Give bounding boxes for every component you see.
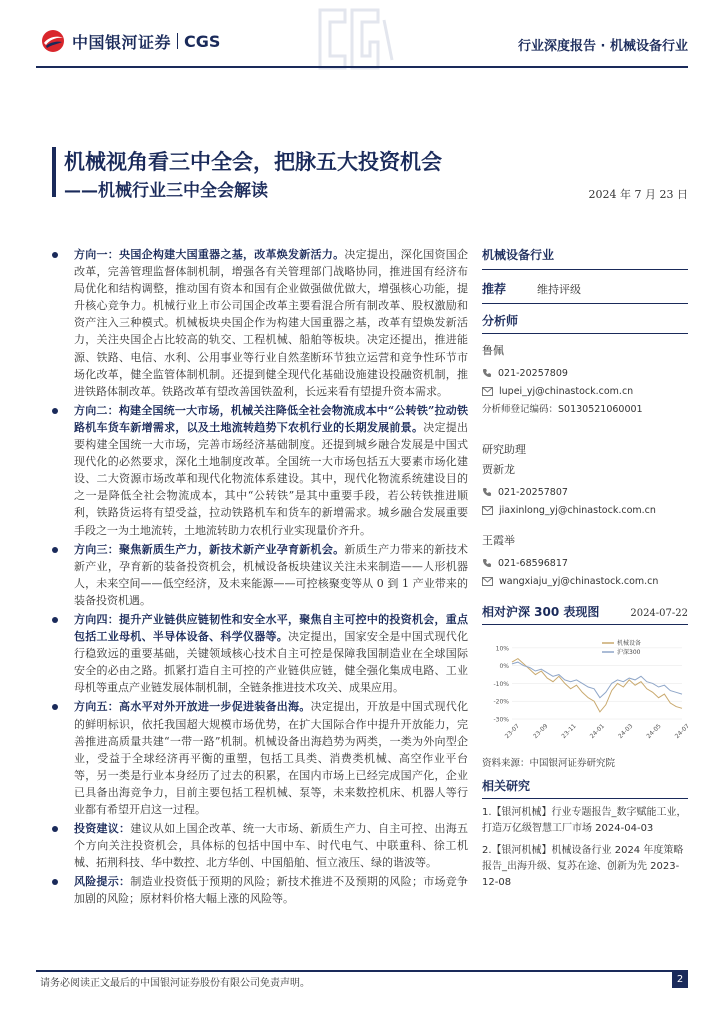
item-lead: 方向一：央国企构建大国重器之基，改革焕发新活力。 [74, 248, 345, 261]
series-line [512, 662, 682, 698]
disclaimer: 请务必阅读正文最后的中国银河证券股份有限公司免责声明。 [40, 978, 310, 989]
phone-icon [482, 487, 492, 497]
bullet-item [50, 402, 468, 539]
sidebar [482, 246, 691, 891]
y-tick-label: 10% [495, 645, 509, 653]
y-tick-label: -30% [493, 716, 509, 724]
x-tick-label: 24-03 [617, 722, 635, 740]
legend-label: 沪深300 [617, 649, 641, 657]
phone-icon [482, 368, 492, 378]
y-tick-label: -10% [493, 680, 509, 688]
phone-number: 021-20257807 [498, 486, 568, 498]
bullet-item [50, 246, 468, 400]
report-subtitle: ——机械行业三中全会解读 [64, 181, 268, 201]
item-lead: 投资建议： [74, 822, 131, 836]
logo-text: 中国银河证券 [72, 32, 172, 52]
email-icon [482, 387, 493, 396]
chart-header [482, 603, 688, 625]
email-address[interactable]: jiaxinlong_yj@chinastock.com.cn [499, 504, 656, 516]
email-address[interactable]: lupei_yj@chinastock.com.cn [499, 385, 634, 397]
item-body: 建议从如上国企改革、统一大市场、新质生产力、自主可控、出海五个方向关注投资机会，具体标的包括中国中车、时代电气、中联重科、徐工机械、拓荆科技、华中数控、北方华创、中国船舶、恒立液压、绿的谐波等。 [74, 822, 469, 870]
analyst-name: 鲁佩 [482, 344, 504, 357]
bullet-dot-icon [52, 547, 58, 553]
item-body: 决定提出要构建全国统一大市场，完善市场经济基础制度。还提到城乡融合发展是中国式现代化的必然要求，深化土地制度改革。全国统一大市场包括五大要素市场化建设、二大资源市场改革和现代化物流体系建设。其中，现代化物流系统建设目的之一是降低全社会物流成本，其中“公转铁”是其中重要手段，若公转铁推进顺利，铁路货运将有望受益，拉动铁路机车和货车的新增需求。城乡融合发展重要手段之一为土地流转，土地流转助力农机行业实现量价齐升。 [74, 420, 469, 537]
contact-phone [482, 555, 688, 571]
x-tick-label: 23-09 [532, 722, 550, 740]
chart-title: 相对沪深 300 表现图 [482, 605, 600, 619]
analyst-registration: 分析师登记编码：S0130521060001 [482, 404, 643, 415]
footer-divider [36, 970, 688, 972]
item-lead: 方向四：提升产业链供应链韧性和安全水平，聚焦自主可控中的投资机会，重点包括工业母机、半导体设备、科学仪器等。 [74, 612, 468, 644]
email-address[interactable]: wangxiaju_yj@chinastock.com.cn [499, 575, 659, 587]
report-type: 行业深度报告 · 机械设备行业 [518, 39, 688, 54]
x-tick-label: 23-11 [560, 722, 578, 740]
performance-chart [482, 631, 691, 749]
related-research-heading: 相关研究 [482, 777, 688, 799]
research-link[interactable]: 2.【银河机械】机械设备行业 2024 年度策略报告_出海升级、复苏在途、创新为先 2023-12-08 [482, 845, 684, 888]
contact-email [482, 573, 688, 589]
rating-value: 维持评级 [537, 282, 581, 296]
email-icon [482, 506, 493, 515]
report-title: 机械视角看三中全会，把脉五大投资机会 [64, 150, 442, 174]
item-lead: 方向二：构建全国统一大市场，机械关注降低全社会物流成本中“公转铁”拉动铁路机车货车新增需求，以及土地流转趋势下农机行业的长期发展前景。 [74, 403, 468, 434]
bullet-dot-icon [52, 408, 58, 414]
bullet-dot-icon [52, 704, 58, 710]
bullet-item [50, 820, 468, 871]
phone-number: 021-20257809 [498, 367, 568, 379]
y-tick-label: -20% [493, 698, 509, 706]
bullet-dot-icon [52, 826, 58, 832]
logo-cgs: CGS [184, 31, 221, 51]
y-tick-label: 0% [499, 663, 509, 671]
email-icon [482, 577, 493, 586]
assistant-section [482, 441, 688, 518]
logo-separator [177, 33, 178, 49]
bullet-item [50, 541, 468, 609]
analyst-heading: 分析师 [482, 312, 688, 334]
bullet-dot-icon [52, 879, 58, 885]
phone-number: 021-68596817 [498, 557, 568, 569]
header-divider [36, 66, 688, 68]
x-tick-label: 23-07 [503, 722, 521, 740]
chart-date: 2024-07-22 [630, 608, 688, 619]
rating-label: 推荐 [482, 282, 507, 296]
contact-email [482, 383, 688, 399]
item-lead: 方向五：高水平对外开放进一步促进装备出海。 [74, 700, 311, 714]
page-number: 2 [672, 972, 688, 988]
phone-icon [482, 558, 492, 568]
research-link[interactable]: 1.【银河机械】行业专题报告_数字赋能工业，打造万亿级智慧工厂市场 2024-04-03 [482, 807, 687, 834]
bullet-item [50, 611, 468, 696]
report-date: 2024 年 7 月 23 日 [588, 188, 688, 201]
item-body: 决定提出，国家安全是中国式现代化行稳致远的重要基础，关键领域核心技术自主可控是保障我国制造业在全球国际安全的必由之路。抓紧打造自主可控的产业链供应链，健全强化集成电路、工业母机等重点产业链发展体制机制，全链条推进技术攻关、成果应用。 [74, 630, 469, 695]
contact-phone [482, 365, 688, 381]
industry-name: 机械设备行业 [482, 246, 688, 270]
assistant-name: 贾新龙 [482, 463, 515, 476]
item-body: 决定提出，深化国资国企改革，完善管理监督体制机制，增强各有关管理部门战略协同，推进国有经济布局优化和结构调整，推动国有资本和国有企业做强做优做大，增强核心功能，提升核心竞争力。机械行业上市公司国企改革主要看混合所有制改革、股权激励和资产注入三种模式。机械板块央国企作为构建大国重器之基，改革有望焕发新活力，关注央国企占比较高的轨交、工程机械、船舶等板块。决定还提出，推进能源、铁路、电信、水利、公用事业等行业自然垄断环节独立运营和竞争性环节市场化改革，健全监管体制机制。还提到健全现代化基础设施建设投融资机制，推进铁路体制改革。铁路改革有望改善国铁盈利，长远来看有望提升资本需求。 [74, 248, 469, 398]
bullet-item [50, 873, 468, 907]
x-tick-label: 24-05 [645, 722, 663, 740]
chart-source: 资料来源：中国银河证券研究院 [482, 758, 616, 769]
assistant-card [482, 532, 688, 589]
item-lead: 方向三：聚焦新质生产力，新技术新产业孕育新机会。 [74, 542, 345, 556]
item-body: 决定提出，开放是中国式现代化的鲜明标识，依托我国超大规模市场优势，在扩大国际合作中提升开放能力，完善推进高质量共建“一带一路”机制。机械设备出海趋势为两类，一类为外向型企业，受益于全球经济再平衡的重塑，包括工具类、消费类机械、高空作业平台等，另一类是行业本身经历了过去的积累，在国内市场上已经完成国产化，企业已具备出海竞争力，目前主要包括工程机械、泵等，未来数控机床、机器人等行业都有希望开启这一过程。 [74, 700, 469, 816]
item-body: 新质生产力带来的新技术新产业，孕育新的装备投资机会，机械设备板块建议关注未来制造——人形机器人，未来空间——低空经济，及未来能源——可控核聚变等从 0 到 1 产业带来的装备投资机遇。 [74, 542, 469, 607]
main-content [50, 246, 468, 908]
bullet-item [50, 698, 468, 818]
assistant-heading: 研究助理 [482, 443, 526, 456]
contact-email [482, 502, 688, 518]
x-tick-label: 24-01 [588, 722, 606, 740]
item-lead: 风险提示： [74, 875, 131, 889]
legend-label: 机械设备 [617, 640, 642, 648]
rating-row [482, 280, 688, 304]
assistant-name: 王霞举 [482, 534, 515, 547]
company-logo [40, 28, 220, 54]
title-accent-bar [52, 147, 56, 197]
bullet-dot-icon [52, 252, 58, 258]
x-tick-label: 24-07 [673, 722, 691, 740]
bullet-dot-icon [52, 617, 58, 623]
contact-phone [482, 484, 688, 500]
page-header [0, 0, 724, 80]
analyst-card [482, 342, 688, 415]
galaxy-logo-icon [40, 28, 66, 54]
item-body: 制造业投资低于预期的风险；新技术推进不及预期的风险；市场竞争加剧的风险；原材料价格大幅上涨的风险等。 [74, 875, 469, 906]
